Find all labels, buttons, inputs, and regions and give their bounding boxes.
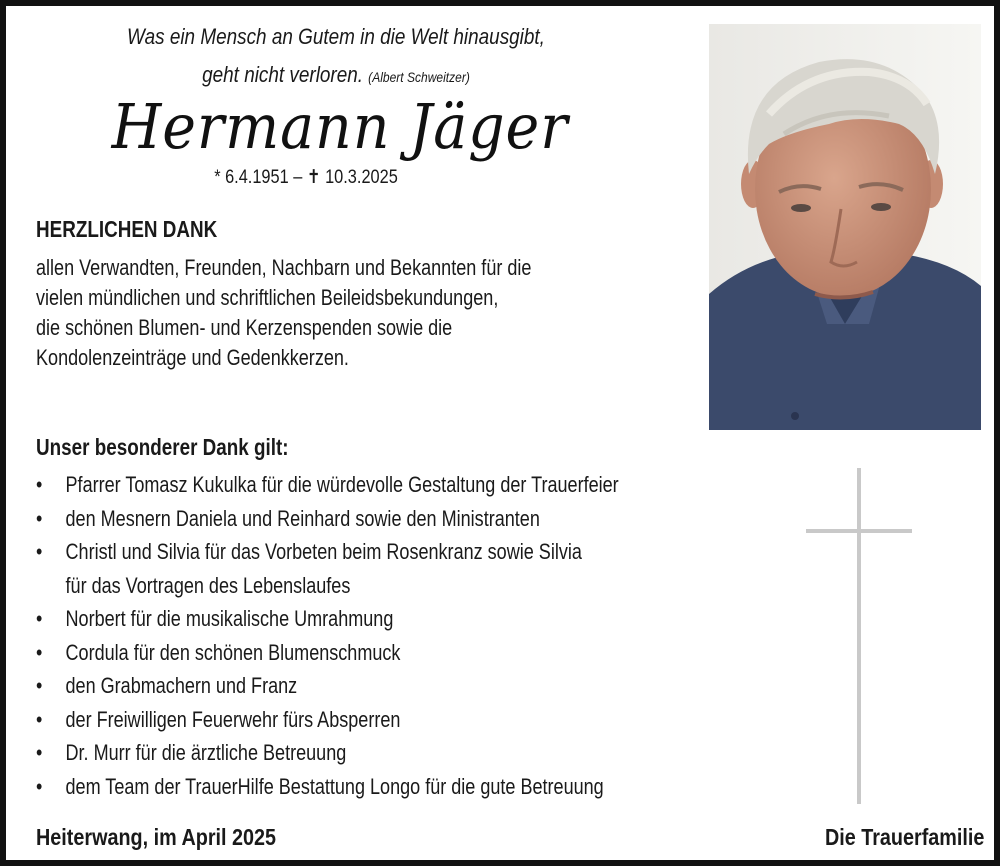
list-item (36, 736, 717, 770)
thanks-line: allen Verwandten, Freunden, Nachbarn und Bekannten für die (36, 255, 532, 280)
list-item-text: Dr. Murr für die ärztliche Betreuung (65, 740, 347, 765)
bullet-icon: • (36, 606, 43, 631)
bullet-icon: • (36, 639, 43, 665)
special-thanks-heading: Unser besonderer Dank gilt: (36, 434, 289, 460)
thanks-heading: HERZLICHEN DANK (36, 216, 218, 242)
list-item-text: für das Vortragen des Lebenslaufes (65, 572, 351, 598)
list-item (36, 636, 717, 670)
list-item-text: Christl und Silvia für das Vorbeten beim Rosenkranz sowie Silvia (65, 539, 582, 564)
bullet-icon: • (36, 706, 43, 732)
list-item-text: Cordula für den schönen Blumenschmuck (65, 639, 401, 665)
bullet-icon: • (36, 740, 43, 765)
list-item (36, 703, 717, 737)
list-item-text: den Grabmachern und Franz (65, 673, 298, 698)
life-dates: * 6.4.1951 – ✝ 10.3.2025 (214, 167, 398, 188)
list-item-text: Pfarrer Tomasz Kukulka für die würdevolle Gestaltung der Trauerfeier (65, 472, 619, 497)
place-date: Heiterwang, im April 2025 (36, 824, 277, 850)
bullet-icon: • (36, 673, 43, 698)
thanks-line: vielen mündlichen und schriftlichen Beileidsbekundungen, (36, 285, 499, 310)
quote-line-1: Was ein Mensch an Gutem in die Welt hinausgibt, (127, 24, 545, 49)
quote-line-2-text: geht nicht verloren. (202, 62, 364, 87)
thanks-line: die schönen Blumen- und Kerzenspenden sowie die (36, 315, 453, 340)
list-item (36, 535, 717, 569)
list-item-text: dem Team der TrauerHilfe Bestattung Longo für die gute Betreuung (65, 773, 604, 799)
list-item (36, 468, 717, 502)
list-item (36, 502, 717, 536)
list-item (36, 602, 717, 636)
portrait-photo (709, 24, 981, 430)
special-thanks-list (36, 468, 717, 803)
bullet-icon: • (36, 773, 43, 799)
quote-attribution: (Albert Schweitzer) (368, 69, 470, 85)
list-item-text: der Freiwilligen Feuerwehr fürs Absperren (65, 706, 401, 732)
bullet-icon: • (36, 539, 43, 564)
quote-line-2 (104, 62, 568, 88)
list-item (36, 770, 717, 804)
bullet-icon: • (36, 505, 43, 531)
thanks-line: Kondolenzeinträge und Gedenkkerzen. (36, 345, 349, 370)
portrait-illustration (709, 24, 981, 430)
list-item-text: Norbert für die musikalische Umrahmung (65, 606, 394, 631)
thanks-body (36, 253, 610, 373)
list-item (36, 669, 717, 703)
cross-icon (806, 468, 914, 804)
deceased-name: Hermann Jäger (111, 90, 569, 163)
list-item-continuation (36, 569, 717, 603)
bullet-icon: • (36, 472, 43, 497)
list-item-text: den Mesnern Daniela und Reinhard sowie den Ministranten (65, 505, 540, 531)
signature: Die Trauerfamilie (824, 824, 984, 850)
